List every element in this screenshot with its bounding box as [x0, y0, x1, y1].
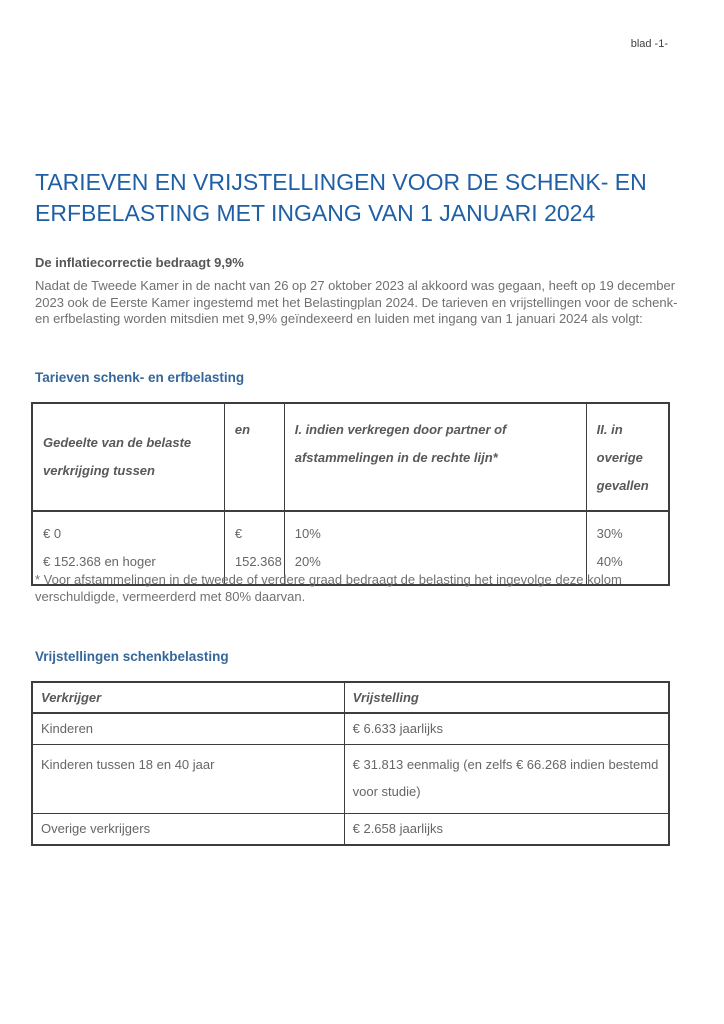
table-row-kinderen: [32, 713, 669, 745]
tarieven-header-en: en: [224, 403, 284, 511]
tarieven-header-gedeelte: Gedeelte van de belaste verkrijging tussen: [32, 403, 224, 511]
cell-vrijstelling: € 31.813 eenmalig (en zelfs € 66.268 indien bestemd voor studie): [344, 745, 669, 814]
tarieven-header-partner: I. indien verkregen door partner of afstammelingen in de rechte lijn*: [284, 403, 586, 511]
section-heading-vrijstellingen: Vrijstellingen schenkbelasting: [35, 649, 229, 664]
vrijstellingen-header-verkrijger: Verkrijger: [32, 682, 344, 713]
intro-paragraph: Nadat de Tweede Kamer in de nacht van 26 op 27 oktober 2023 al akkoord was gegaan, heeft op 19 december 2023 ook de Eerste Kamer ingestemd met het Belastingplan 2024. De tarieven en vrijstellingen voor de schenk- en erfbelasting worden mitsdien met 9,9% geïndexeerd en luiden met ingang van 1 januari 2024 als volgt:: [35, 278, 678, 326]
cell-verkrijger: Kinderen: [32, 713, 344, 745]
tarief1-rate-high: 20%: [294, 554, 321, 569]
tarief2-rate-high: 40%: [596, 554, 623, 569]
cell-verkrijger: Kinderen tussen 18 en 40 jaar: [32, 745, 344, 814]
tarief2-rate-low: 30%: [596, 526, 623, 541]
tarieven-header-overige: II. in overige gevallen: [586, 403, 669, 511]
bracket-upper: € 152.368 en hoger: [43, 554, 156, 569]
vrijstellingen-header-row: [32, 682, 669, 713]
en-amount: 152.368: [234, 554, 282, 569]
cell-verkrijger: Overige verkrijgers: [32, 814, 344, 846]
cell-vrijstelling: € 6.633 jaarlijks: [344, 713, 669, 745]
inflation-correction-heading: De inflatiecorrectie bedraagt 9,9%: [35, 255, 244, 270]
vrijstellingen-table: [31, 681, 670, 846]
tarieven-table: [31, 402, 670, 586]
bracket-lower: € 0: [43, 526, 62, 541]
footnote: * Voor afstammelingen in de tweede of verdere graad bedraagt de belasting het ingevolge deze kolom verschuldigde, vermeerderd met 80% daarvan.: [35, 572, 622, 604]
vrijstellingen-header-vrijstelling: Vrijstelling: [344, 682, 669, 713]
page-number: blad -1-: [630, 38, 668, 50]
table-row-overige: [32, 814, 669, 846]
document-title: TARIEVEN EN VRIJSTELLINGEN VOOR DE SCHENK- EN ERFBELASTING MET INGANG VAN 1 JANUARI 2024: [35, 169, 647, 226]
tarief1-rate-low: 10%: [294, 526, 321, 541]
section-heading-tarieven: Tarieven schenk- en erfbelasting: [35, 370, 245, 385]
en-currency: €: [234, 526, 243, 541]
cell-vrijstelling: € 2.658 jaarlijks: [344, 814, 669, 846]
tarieven-header-row: [32, 403, 669, 511]
table-row-kinderen-18-40: [32, 745, 669, 814]
